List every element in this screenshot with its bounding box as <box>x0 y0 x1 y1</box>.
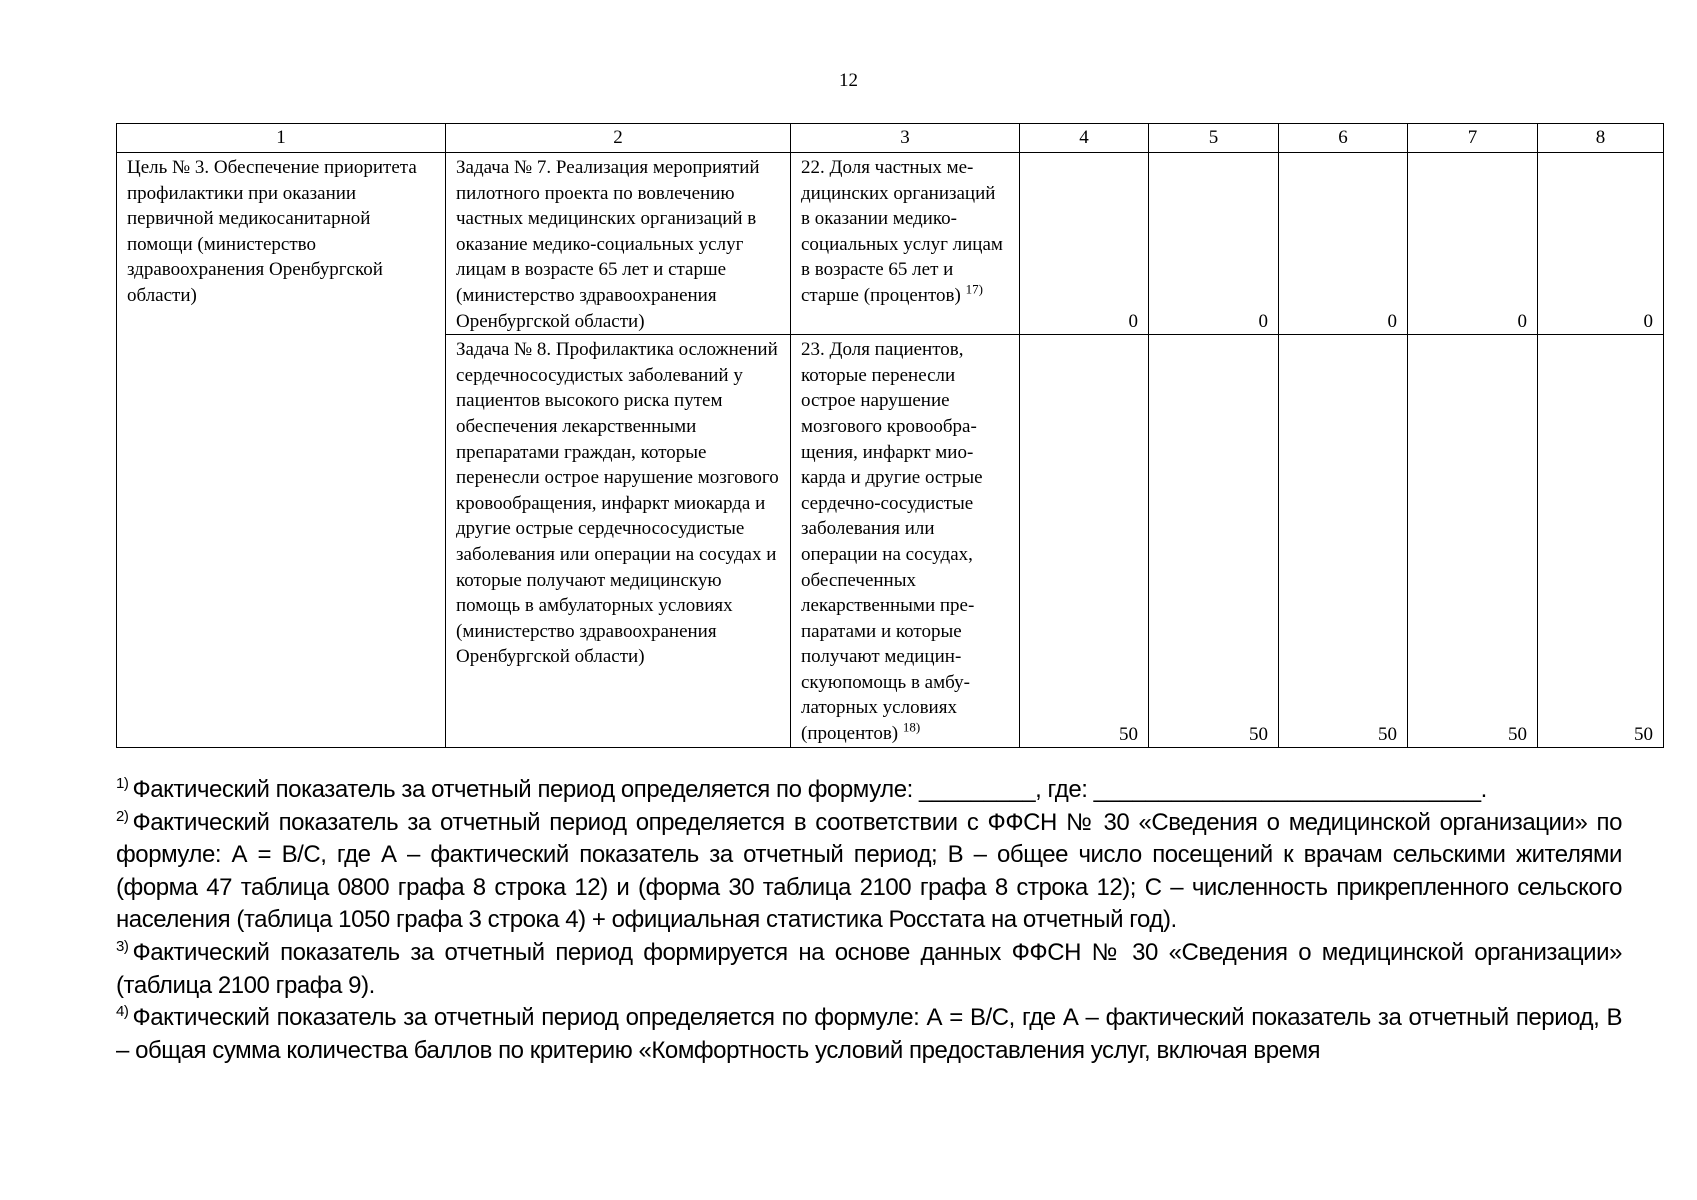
column-header: 1 <box>117 124 446 153</box>
footnote-mark: 1) <box>116 775 129 792</box>
footnote <box>116 1002 1622 1067</box>
indicator-cell <box>791 335 1020 748</box>
task-cell: Задача № 8. Профилактика осложнений сердечнососудистых заболеваний у пациентов высокого риска путем обеспечения лекарственными препаратами граждан, которые перенесли острое нарушение мозгового кровообращения, инфаркт миокарда и другие острые сердечнососудистые заболевания или операции на сосудах и которые получают медицинскую помощь в амбулаторных условиях (министерство здравоохранения Оренбургской области) <box>446 335 791 748</box>
task-cell: Задача № 7. Реализация мероприятий пилотного проекта по вовлечению частных медицинских организаций в оказание медико-социальных услуг лицам в возрасте 65 лет и старше (министерство здравоохранения Оренбургской области) <box>446 153 791 335</box>
footnote-text: Фактический показатель за отчетный период определяется по формуле: _________, где: ______________________________. <box>132 776 1487 803</box>
indicator-text: 22. Доля частных медицинских организаций в оказании медико-социальных услуг лицам в возрасте 65 лет и старше (процентов) <box>801 157 1003 306</box>
column-header: 4 <box>1020 124 1149 153</box>
footnote-mark: 4) <box>116 1003 129 1021</box>
footnote-reference: 18) <box>902 719 921 735</box>
footnote-mark: 2) <box>116 807 129 825</box>
column-header: 6 <box>1279 124 1408 153</box>
value-cell: 50 <box>1538 335 1664 748</box>
column-header: 5 <box>1149 124 1279 153</box>
value-cell: 50 <box>1020 335 1149 748</box>
goal-cell: Цель № 3. Обеспечение приоритета профилактики при оказании первичной медикосанитарной помощи (министерство здравоохранения Оренбургской области) <box>117 153 446 748</box>
column-header: 2 <box>446 124 791 153</box>
value-cell: 0 <box>1149 153 1279 335</box>
value-cell: 50 <box>1149 335 1279 748</box>
indicator-text: 23. Доля пациентов, которые перенесли острое нарушение мозгового кровообращения, инфаркт миокарда и другие острые сердечно-сосудистые заболевания или операции на сосудах, обеспеченных лекарственными препаратами и которые получают медицинскуюпомощь в амбулаторных условиях (процентов) <box>801 339 983 745</box>
value-cell: 0 <box>1538 153 1664 335</box>
value-cell: 0 <box>1408 153 1538 335</box>
footnote-text: Фактический показатель за отчетный период определяется по формуле: А = В/С, где А – фактический показатель за отчетный период, В – общая сумма количества баллов по критерию «Комфортность условий предоставления услуг, включая время <box>116 1004 1622 1064</box>
header-row <box>117 124 1664 153</box>
table-row <box>117 153 1664 335</box>
footnote <box>116 774 1622 807</box>
page-number: 12 <box>839 70 858 91</box>
footnote-mark: 3) <box>116 937 129 955</box>
value-cell: 50 <box>1408 335 1538 748</box>
footnotes <box>116 774 1622 1067</box>
footnote-text: Фактический показатель за отчетный период определяется в соответствии с ФФСН № 30 «Сведения о медицинской организации» по формуле: А = В/С, где А – фактический показатель за отчетный период; В – общее число посещений к врачам сельскими жителями (форма 47 таблица 0800 графа 8 строка 12) и (форма 30 таблица 2100 графа 8 строка 12); С – численность прикрепленного сельского населения (таблица 1050 графа 3 строка 4) + официальная статистика Росстата на отчетный год). <box>116 808 1622 934</box>
column-header: 8 <box>1538 124 1664 153</box>
column-header: 7 <box>1408 124 1538 153</box>
footnote-text: Фактический показатель за отчетный период формируется на основе данных ФФСН № 30 «Сведения о медицинской организации» (таблица 2100 графа 9). <box>116 938 1622 999</box>
value-cell: 0 <box>1020 153 1149 335</box>
value-cell: 50 <box>1279 335 1408 748</box>
footnote-reference: 17) <box>965 281 983 297</box>
footnote <box>116 937 1622 1002</box>
indicator-cell <box>791 153 1020 335</box>
targets-table <box>116 123 1664 748</box>
footnote <box>116 807 1622 937</box>
value-cell: 0 <box>1279 153 1408 335</box>
column-header: 3 <box>791 124 1020 153</box>
